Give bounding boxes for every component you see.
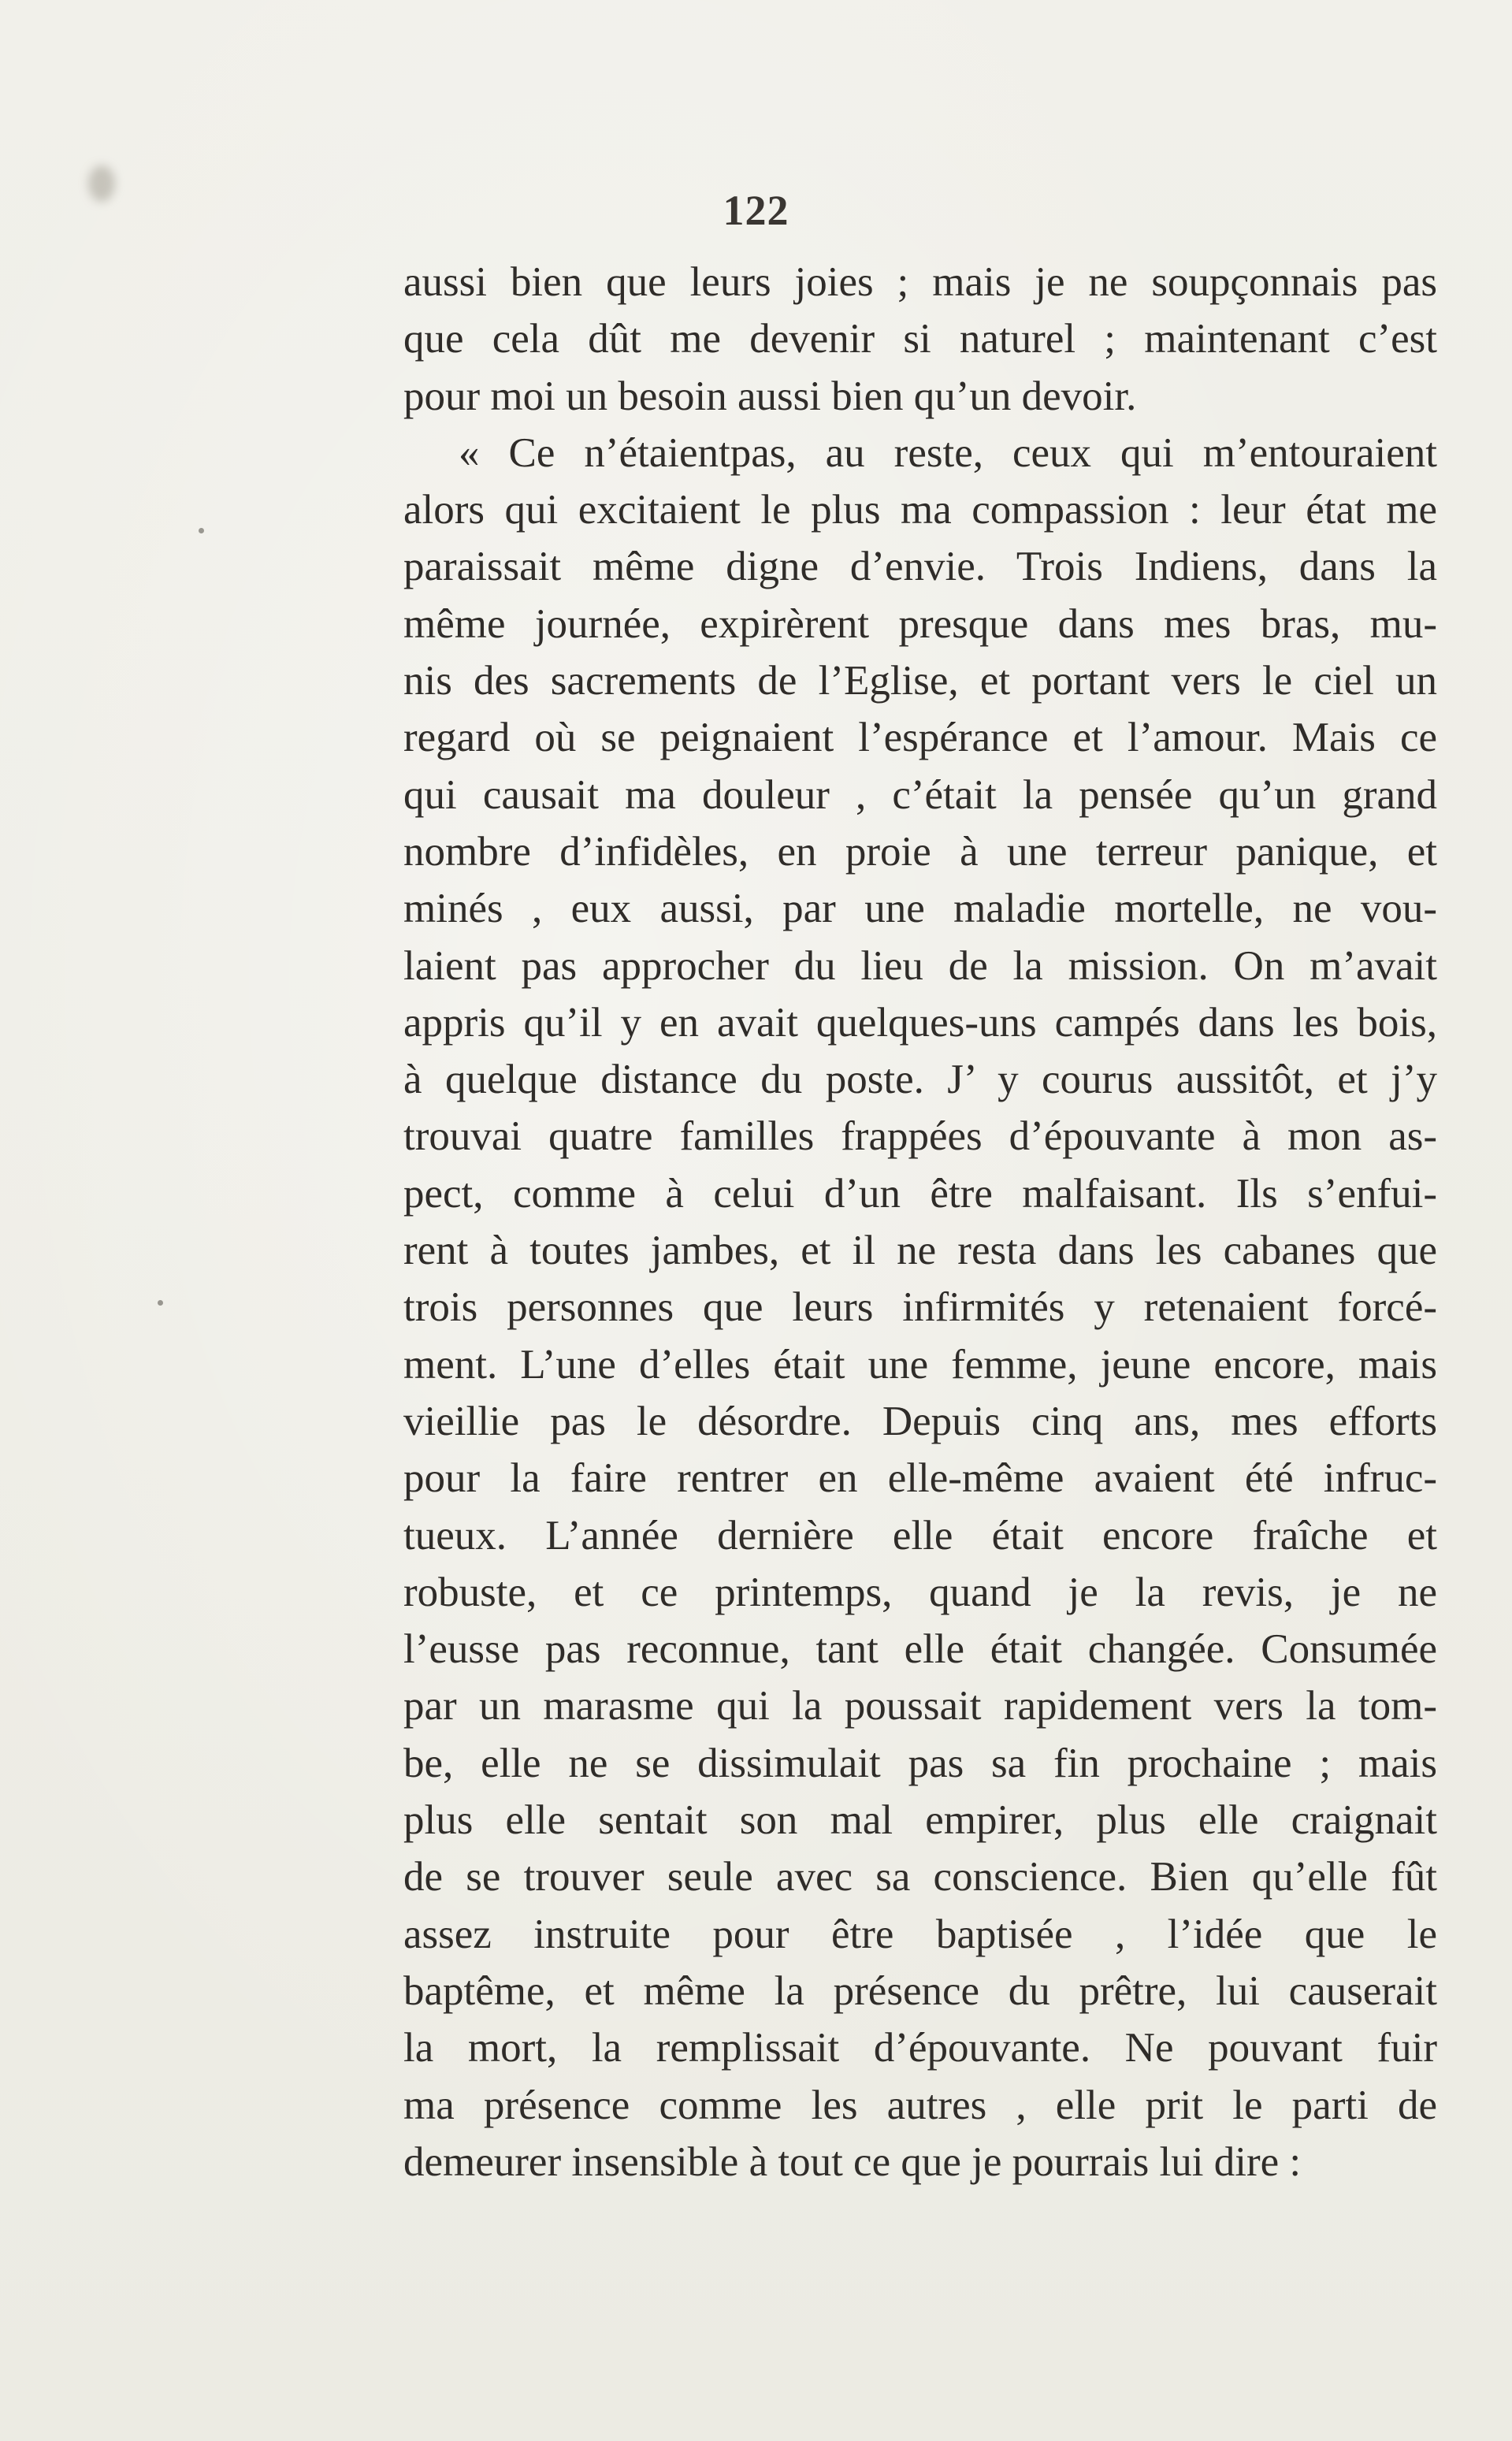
text-line: que cela dût me devenir si naturel ; maintenant c’est xyxy=(403,316,1437,362)
text-line: vieillie pas le désordre. Depuis cinq ans, mes efforts xyxy=(403,1398,1437,1444)
text-line: assez instruite pour être baptisée , l’idée que le xyxy=(403,1911,1437,1957)
text-line: rent à toutes jambes, et il ne resta dans les cabanes que xyxy=(403,1228,1437,1274)
page-number: 122 xyxy=(723,187,789,234)
text-line: par un marasme qui la poussait rapidement vers la tom- xyxy=(403,1683,1437,1730)
text-line: ma présence comme les autres , elle prit le parti de xyxy=(403,2082,1437,2128)
text-line: minés , eux aussi, par une maladie mortelle, ne vou- xyxy=(403,886,1437,932)
text-line: « Ce n’étaientpas, au reste, ceux qui m’entouraient xyxy=(459,429,1437,476)
text-line: nis des sacrements de l’Eglise, et portant vers le ciel un xyxy=(403,658,1437,704)
text-line: ment. L’une d’elles était une femme, jeune encore, mais xyxy=(403,1341,1437,1388)
text-line: à quelque distance du poste. J’ y courus aussitôt, et j’y xyxy=(403,1057,1437,1103)
page-speck xyxy=(158,1300,163,1306)
text-line: appris qu’il y en avait quelques-uns campés dans les bois, xyxy=(403,999,1437,1046)
text-line: plus elle sentait son mal empirer, plus elle craignait xyxy=(403,1797,1437,1844)
text-line: laient pas approcher du lieu de la mission. On m’avait xyxy=(403,942,1437,989)
text-line: alors qui excitaient le plus ma compassion : leur état me xyxy=(403,487,1437,533)
text-line: nombre d’infidèles, en proie à une terreur panique, et xyxy=(403,828,1437,875)
text-line: l’eusse pas reconnue, tant elle était changée. Consumée xyxy=(403,1626,1437,1673)
text-line: pect, comme à celui d’un être malfaisant. Ils s’enfui- xyxy=(403,1170,1437,1217)
text-line: même journée, expirèrent presque dans mes bras, mu- xyxy=(403,600,1437,647)
text-line: tueux. L’année dernière elle était encore fraîche et xyxy=(403,1512,1437,1559)
text-line: la mort, la remplissait d’épouvante. Ne pouvant fuir xyxy=(403,2025,1437,2071)
text-line: robuste, et ce printemps, quand je la revis, je ne xyxy=(403,1569,1437,1615)
text-line: qui causait ma douleur , c’était la pensée qu’un grand xyxy=(403,771,1437,818)
text-line: de se trouver seule avec sa conscience. Bien qu’elle fût xyxy=(403,1854,1437,1900)
text-line: baptême, et même la présence du prêtre, lui causerait xyxy=(403,1967,1437,2014)
text-line: demeurer insensible à tout ce que je pourrais lui dire : xyxy=(403,2138,1302,2185)
text-line: be, elle ne se dissimulait pas sa fin prochaine ; mais xyxy=(403,1740,1437,1786)
page-speck xyxy=(199,528,204,533)
text-line: pour moi un besoin aussi bien qu’un devoir. xyxy=(403,373,1137,419)
text-line: aussi bien que leurs joies ; mais je ne soupçonnais pas xyxy=(403,259,1437,305)
text-line: trouvai quatre familles frappées d’épouvante à mon as- xyxy=(403,1113,1437,1160)
body-text xyxy=(403,254,1437,2190)
text-line: regard où se peignaient l’espérance et l’amour. Mais ce xyxy=(403,715,1437,761)
text-line: pour la faire rentrer en elle-même avaient été infruc- xyxy=(403,1455,1437,1502)
text-line: trois personnes que leurs infirmités y retenaient forcé- xyxy=(403,1284,1437,1331)
text-line: paraissait même digne d’envie. Trois Indiens, dans la xyxy=(403,544,1437,590)
